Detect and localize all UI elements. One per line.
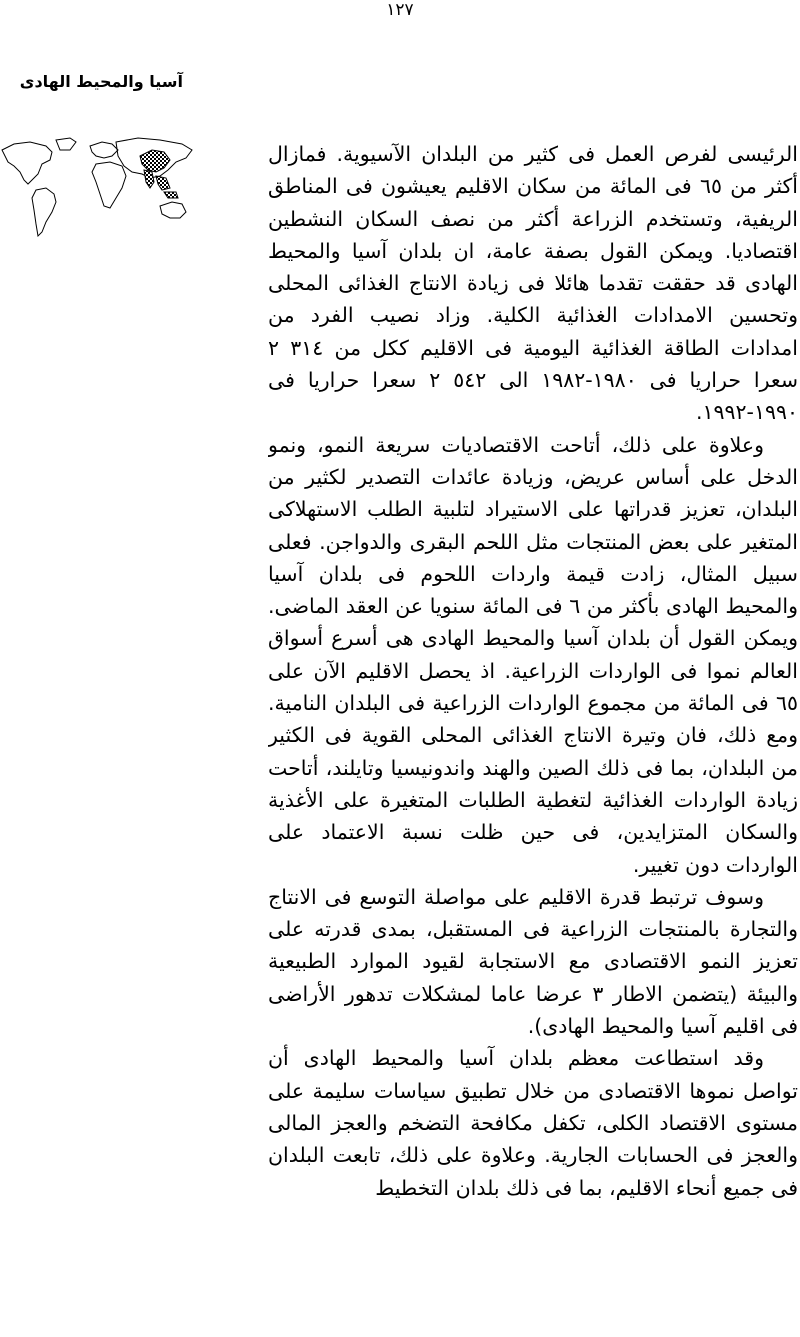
- running-header: آسيا والمحيط الهادى: [19, 72, 183, 91]
- body-text: [268, 138, 798, 1334]
- map-southeast-asia-region: [156, 176, 170, 190]
- map-north-america: [2, 142, 52, 184]
- map-south-america: [32, 188, 56, 236]
- paragraph: وعلاوة على ذلك، أتاحت الاقتصاديات سريعة النمو، ونمو الدخل على أساس عريض، وزيادة عائدات التصدير لكثير من البلدان، تعزيز قدراتها على الاستيراد لتلبية الطلب الاستهلاكى المتغير على بعض المنتجات مثل اللحم البقرى والدواجن. فعلى سبيل المثال، زادت قيمة واردات اللحوم فى بلدان آسيا والمحيط الهادى بأكثر من ٦ فى المائة سنويا عن العقد الماضى. ويمكن القول أن بلدان آسيا والمحيط الهادى هى أسرع أسواق العالم نموا فى الواردات الزراعية. اذ يحصل الاقليم الآن على ٦٥ فى المائة من مجموع الواردات الزراعية فى البلدان النامية. ومع ذلك، فان وتيرة الانتاج الغذائى المحلى القوية فى الكثير من البلدان، بما فى ذلك الصين والهند واندونيسيا وتايلند، أتاحت زيادة الواردات الغذائية لتغطية الطلبات المتغيرة على الأغذية والسكان المتزايدين، فى حين ظلت نسبة الاعتماد على الواردات دون تغيير.: [268, 432, 798, 877]
- map-asia-pacific-region: [140, 150, 170, 172]
- page-number: ١٢٧: [386, 0, 414, 20]
- map-australia: [160, 202, 186, 218]
- map-europe: [90, 142, 118, 158]
- paragraph: وسوف ترتبط قدرة الاقليم على مواصلة التوسع فى الانتاج والتجارة بالمنتجات الزراعية فى المستقبل، بمدى قدرته على تعزيز النمو الاقتصادى مع الاستجابة لقيود الموارد الطبيعية والبيئة (يتضمن الاطار ٣ عرضا عاما لمشكلات تدهور الأراضى فى اقليم آسيا والمحيط الهادى).: [268, 884, 798, 1039]
- map-islands-region: [164, 192, 178, 198]
- map-south-asia-region: [144, 170, 154, 188]
- map-africa: [92, 162, 126, 208]
- world-map-icon: [0, 132, 200, 272]
- paragraph: الرئيسى لفرص العمل فى كثير من البلدان الآسيوية. فمازال أكثر من ٦٥ فى المائة من سكان الاقليم يعيشون فى المناطق الريفية، وتستخدم الزراعة أكثر من نصف السكان النشطين اقتصاديا. ويمكن القول بصفة عامة، ان بلدان آسيا والمحيط الهادى قد حققت تقدما هائلا فى زيادة الانتاج الغذائى المحلى وتحسين الامدادات الغذائية الكلية. وزاد نصيب الفرد من امدادات الطاقة الغذائية اليومية فى الاقليم ككل من ٣١٤ ٢ سعرا حراريا فى ١٩٨٠-١٩٨٢ الى ٥٤٢ ٢ سعرا حراريا فى ١٩٩٠-١٩٩٢.: [268, 142, 798, 425]
- map-greenland: [56, 138, 76, 150]
- paragraph: وقد استطاعت معظم بلدان آسيا والمحيط الهادى أن تواصل نموها الاقتصادى من خلال تطبيق سياسات سليمة على مستوى الاقتصاد الكلى، تكفل مكافحة التضخم والعجز المالى والعجز فى الحسابات الجارية. وعلاوة على ذلك، تابعت البلدان فى جميع أنحاء الاقليم، بما فى ذلك بلدان التخطيط: [268, 1046, 798, 1200]
